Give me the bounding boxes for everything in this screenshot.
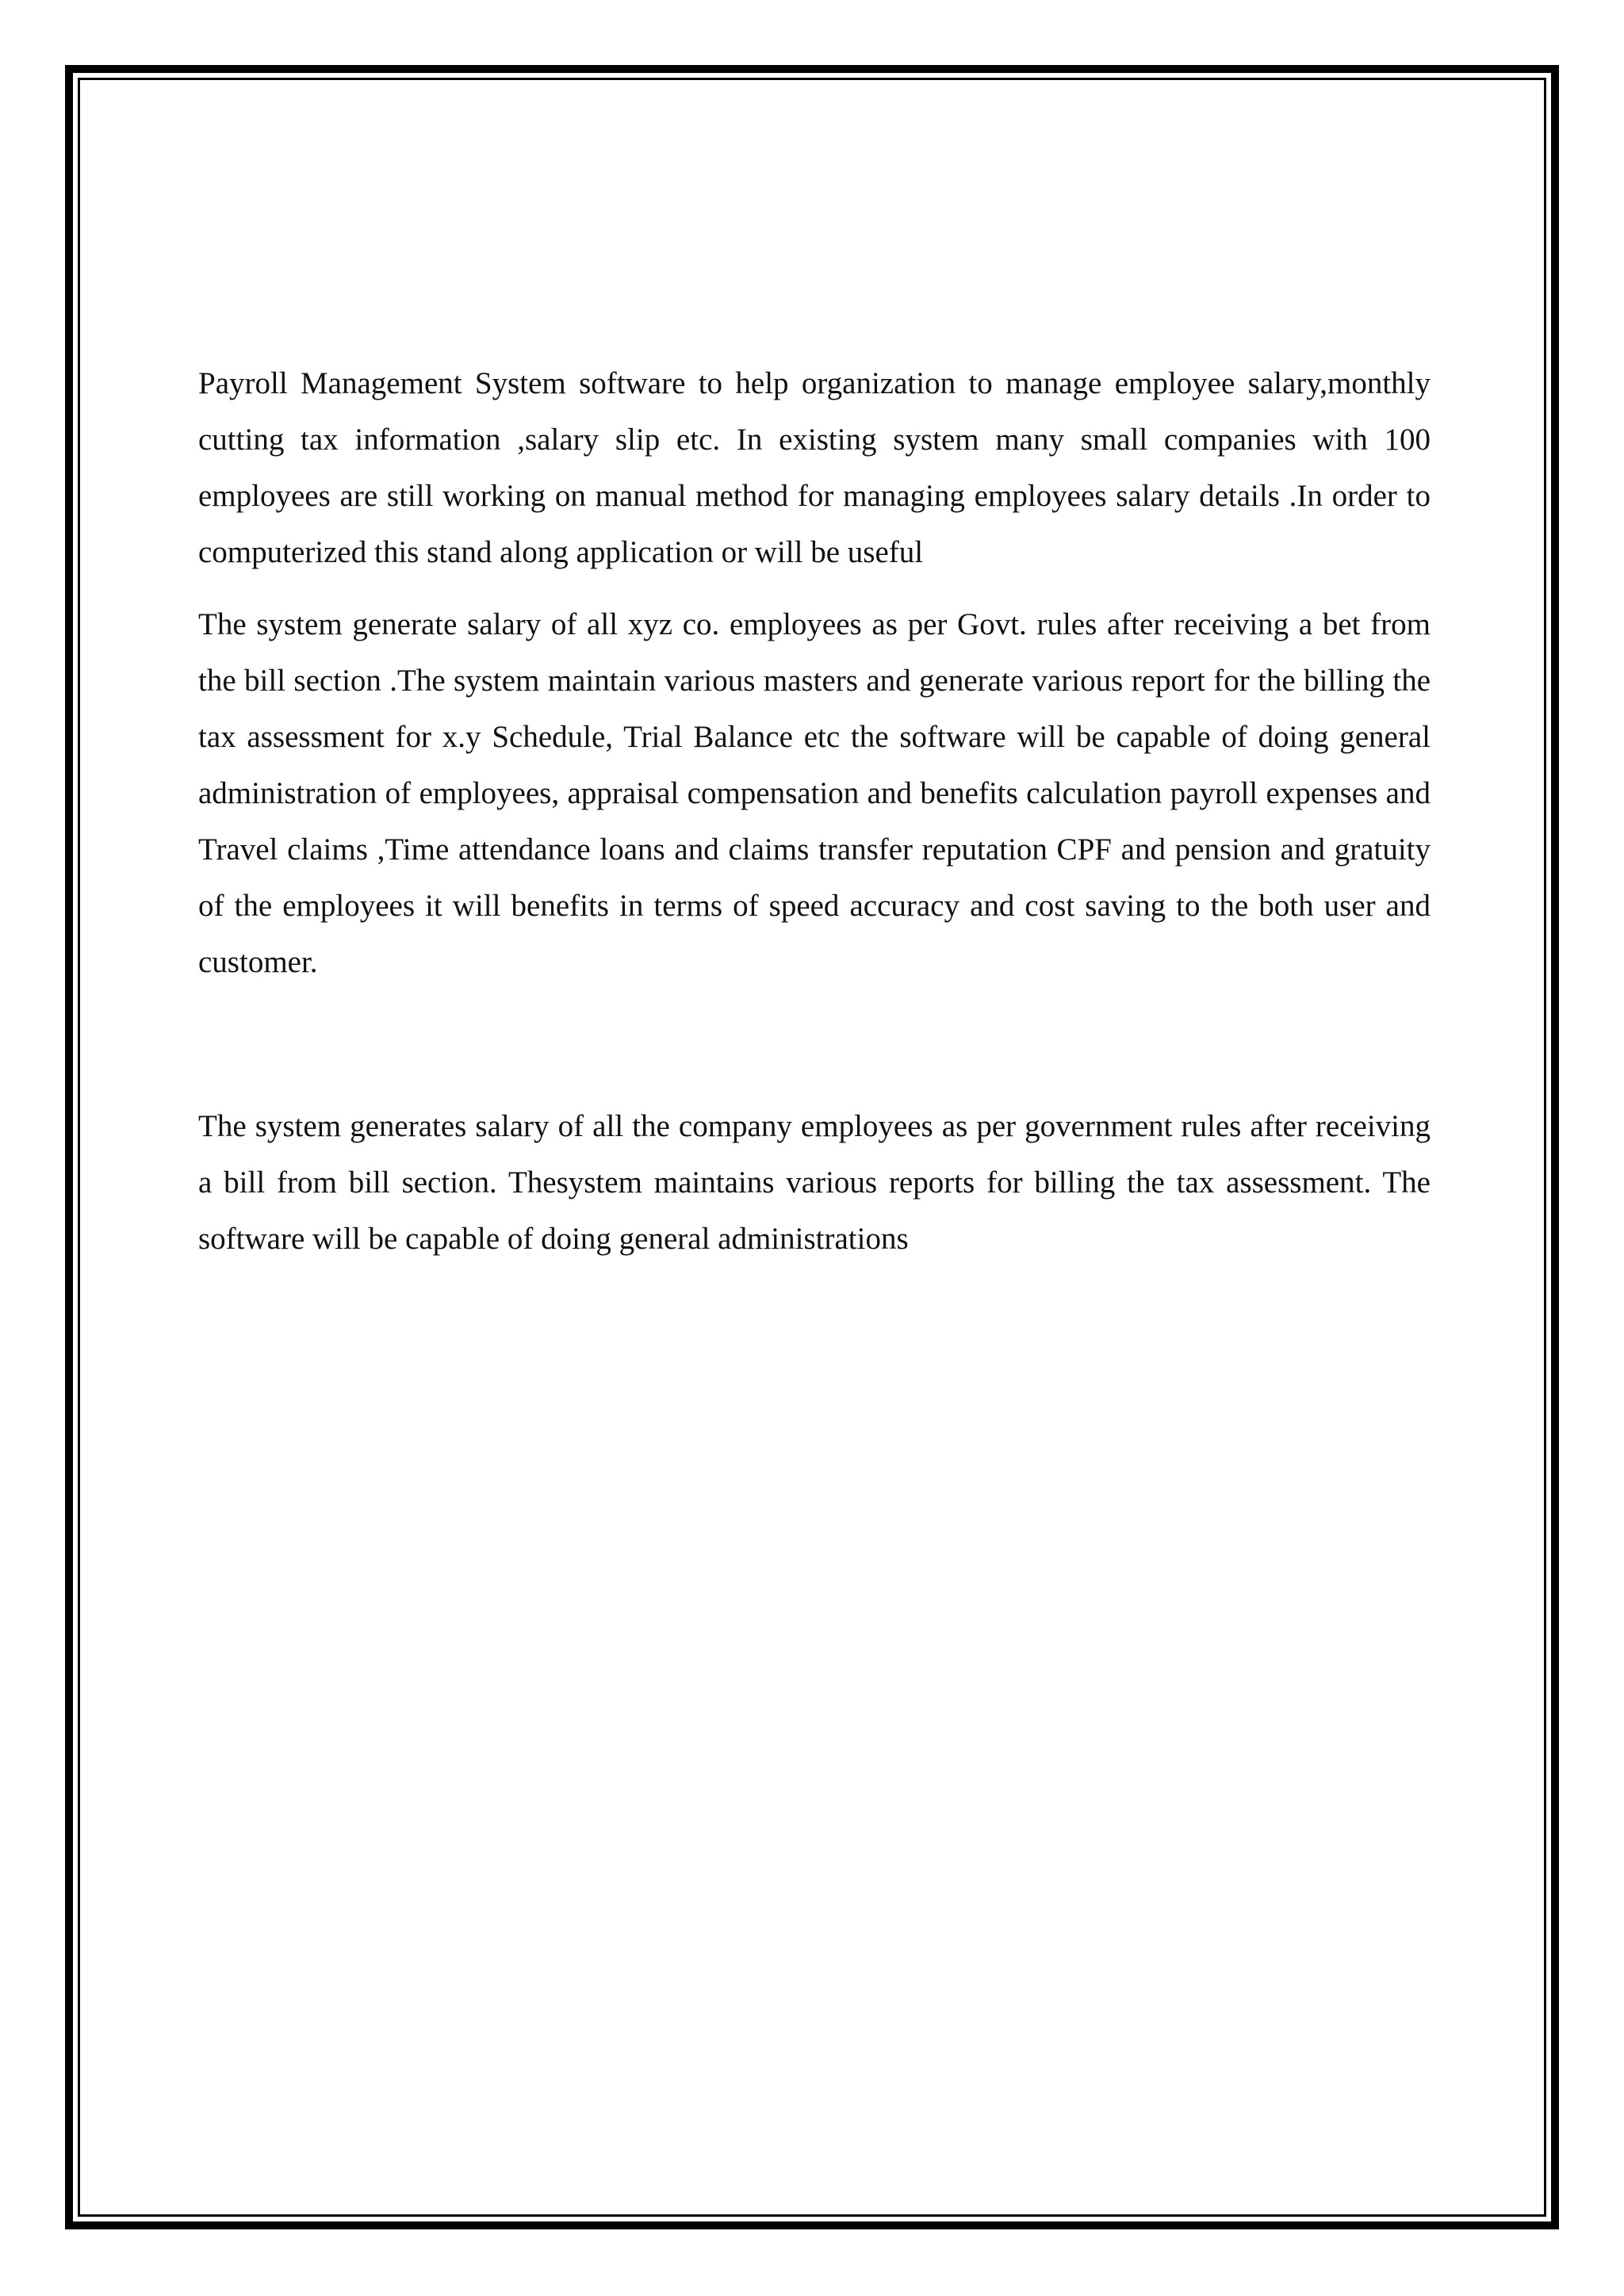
paragraph-system-summary: The system generates salary of all the company employees as per government rules after receiving a bill from bill section. Thesystem maintains various reports for billing the tax assessment. The software will be capable of doing general administrations (198, 1109, 1431, 1256)
document-body (198, 355, 1431, 1267)
paragraph-system-description: The system generate salary of all xyz co. employees as per Govt. rules after receiving a bet from the bill section .The system maintain various masters and generate various report for the billing the tax assessment for x.y Schedule, Trial Balance etc the software will be capable of doing general administration of employees, appraisal compensation and benefits calculation payroll expenses and Travel claims ,Time attendance loans and claims transfer reputation CPF and pension and gratuity of the employees it will benefits in terms of speed accuracy and cost saving to the both user and customer. (198, 607, 1431, 979)
paragraph-intro: Payroll Management System software to help organization to manage employee salary,monthly cutting tax information ,salary slip etc. In existing system many small companies with 100 employees are still working on manual method for managing employees salary details .In order to computerized this stand along application or will be useful (198, 366, 1431, 569)
